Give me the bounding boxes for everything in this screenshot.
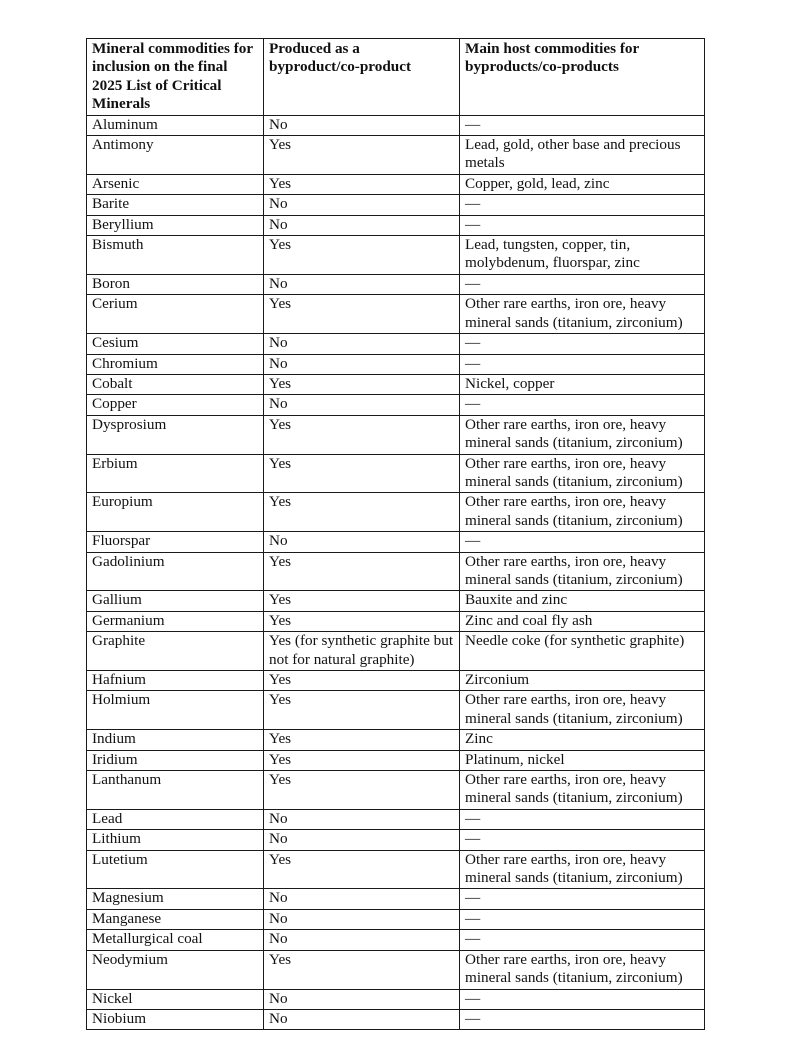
table-row (87, 930, 705, 950)
table-row (87, 909, 705, 929)
host-commodities-cell: Zinc and coal fly ash (460, 611, 705, 631)
mineral-cell: Lithium (87, 830, 264, 850)
table-row (87, 730, 705, 750)
table-row (87, 950, 705, 989)
host-commodities-cell: — (460, 115, 705, 135)
byproduct-cell: Yes (for synthetic graphite but not for natural graphite) (264, 632, 460, 671)
mineral-cell: Antimony (87, 136, 264, 175)
byproduct-cell: No (264, 1009, 460, 1029)
host-commodities-cell: — (460, 1009, 705, 1029)
table-row (87, 415, 705, 454)
host-commodities-cell: Nickel, copper (460, 374, 705, 394)
host-commodities-cell: Platinum, nickel (460, 750, 705, 770)
byproduct-cell: No (264, 809, 460, 829)
byproduct-cell: No (264, 889, 460, 909)
byproduct-cell: No (264, 334, 460, 354)
byproduct-cell: No (264, 195, 460, 215)
host-commodities-cell: — (460, 809, 705, 829)
mineral-cell: Neodymium (87, 950, 264, 989)
host-commodities-cell: — (460, 532, 705, 552)
byproduct-cell: Yes (264, 454, 460, 493)
header-mineral: Mineral commodities for inclusion on the final 2025 List of Critical Minerals (87, 39, 264, 116)
mineral-cell: Niobium (87, 1009, 264, 1029)
table-row (87, 750, 705, 770)
mineral-cell: Gallium (87, 591, 264, 611)
host-commodities-cell: Other rare earths, iron ore, heavy mineral sands (titanium, zirconium) (460, 771, 705, 810)
table-row (87, 374, 705, 394)
mineral-cell: Dysprosium (87, 415, 264, 454)
byproduct-cell: Yes (264, 295, 460, 334)
table-row (87, 671, 705, 691)
table-row (87, 174, 705, 194)
mineral-cell: Indium (87, 730, 264, 750)
byproduct-cell: No (264, 395, 460, 415)
byproduct-cell: Yes (264, 136, 460, 175)
host-commodities-cell: — (460, 889, 705, 909)
host-commodities-cell: — (460, 395, 705, 415)
host-commodities-cell: Other rare earths, iron ore, heavy mineral sands (titanium, zirconium) (460, 493, 705, 532)
mineral-cell: Nickel (87, 989, 264, 1009)
byproduct-cell: Yes (264, 730, 460, 750)
host-commodities-cell: Other rare earths, iron ore, heavy mineral sands (titanium, zirconium) (460, 415, 705, 454)
mineral-cell: Barite (87, 195, 264, 215)
mineral-cell: Holmium (87, 691, 264, 730)
host-commodities-cell: Zinc (460, 730, 705, 750)
table-row (87, 295, 705, 334)
byproduct-cell: No (264, 532, 460, 552)
table-row (87, 493, 705, 532)
mineral-cell: Cobalt (87, 374, 264, 394)
byproduct-cell: Yes (264, 691, 460, 730)
host-commodities-cell: — (460, 830, 705, 850)
header-host-commodities: Main host commodities for byproducts/co-products (460, 39, 705, 116)
table-row (87, 632, 705, 671)
mineral-cell: Bismuth (87, 236, 264, 275)
table-row (87, 274, 705, 294)
byproduct-cell: No (264, 909, 460, 929)
mineral-cell: Beryllium (87, 215, 264, 235)
table-row (87, 195, 705, 215)
table-row (87, 334, 705, 354)
table-row (87, 889, 705, 909)
host-commodities-cell: Other rare earths, iron ore, heavy mineral sands (titanium, zirconium) (460, 850, 705, 889)
mineral-cell: Magnesium (87, 889, 264, 909)
host-commodities-cell: Needle coke (for synthetic graphite) (460, 632, 705, 671)
mineral-cell: Copper (87, 395, 264, 415)
mineral-cell: Europium (87, 493, 264, 532)
table-row (87, 691, 705, 730)
host-commodities-cell: — (460, 215, 705, 235)
host-commodities-cell: — (460, 930, 705, 950)
byproduct-cell: No (264, 830, 460, 850)
host-commodities-cell: Other rare earths, iron ore, heavy mineral sands (titanium, zirconium) (460, 552, 705, 591)
host-commodities-cell: — (460, 274, 705, 294)
byproduct-cell: Yes (264, 493, 460, 532)
document-page (86, 38, 705, 1030)
table-header-row (87, 39, 705, 116)
table-row (87, 215, 705, 235)
mineral-cell: Cerium (87, 295, 264, 334)
mineral-cell: Lanthanum (87, 771, 264, 810)
host-commodities-cell: Other rare earths, iron ore, heavy mineral sands (titanium, zirconium) (460, 295, 705, 334)
host-commodities-cell: Lead, gold, other base and precious metals (460, 136, 705, 175)
byproduct-cell: Yes (264, 236, 460, 275)
table-row (87, 136, 705, 175)
mineral-cell: Germanium (87, 611, 264, 631)
critical-minerals-table (86, 38, 705, 1030)
table-row (87, 611, 705, 631)
host-commodities-cell: Other rare earths, iron ore, heavy mineral sands (titanium, zirconium) (460, 691, 705, 730)
mineral-cell: Metallurgical coal (87, 930, 264, 950)
host-commodities-cell: Other rare earths, iron ore, heavy mineral sands (titanium, zirconium) (460, 950, 705, 989)
byproduct-cell: No (264, 930, 460, 950)
host-commodities-cell: Lead, tungsten, copper, tin, molybdenum, fluorspar, zinc (460, 236, 705, 275)
table-row (87, 115, 705, 135)
table-row (87, 395, 705, 415)
table-body (87, 115, 705, 1030)
byproduct-cell: Yes (264, 771, 460, 810)
host-commodities-cell: Copper, gold, lead, zinc (460, 174, 705, 194)
byproduct-cell: No (264, 115, 460, 135)
mineral-cell: Boron (87, 274, 264, 294)
table-row (87, 830, 705, 850)
mineral-cell: Cesium (87, 334, 264, 354)
mineral-cell: Erbium (87, 454, 264, 493)
host-commodities-cell: — (460, 909, 705, 929)
mineral-cell: Chromium (87, 354, 264, 374)
mineral-cell: Hafnium (87, 671, 264, 691)
byproduct-cell: Yes (264, 671, 460, 691)
table-row (87, 454, 705, 493)
host-commodities-cell: — (460, 354, 705, 374)
mineral-cell: Fluorspar (87, 532, 264, 552)
byproduct-cell: No (264, 274, 460, 294)
mineral-cell: Lead (87, 809, 264, 829)
byproduct-cell: Yes (264, 950, 460, 989)
byproduct-cell: No (264, 989, 460, 1009)
mineral-cell: Gadolinium (87, 552, 264, 591)
byproduct-cell: Yes (264, 174, 460, 194)
mineral-cell: Lutetium (87, 850, 264, 889)
header-byproduct: Produced as a byproduct/co-product (264, 39, 460, 116)
byproduct-cell: Yes (264, 591, 460, 611)
byproduct-cell: Yes (264, 611, 460, 631)
mineral-cell: Arsenic (87, 174, 264, 194)
mineral-cell: Graphite (87, 632, 264, 671)
table-row (87, 771, 705, 810)
host-commodities-cell: — (460, 195, 705, 215)
table-row (87, 809, 705, 829)
host-commodities-cell: Zirconium (460, 671, 705, 691)
byproduct-cell: Yes (264, 415, 460, 454)
host-commodities-cell: — (460, 334, 705, 354)
table-row (87, 989, 705, 1009)
byproduct-cell: Yes (264, 750, 460, 770)
mineral-cell: Iridium (87, 750, 264, 770)
byproduct-cell: Yes (264, 552, 460, 591)
table-row (87, 552, 705, 591)
table-row (87, 1009, 705, 1029)
table-row (87, 236, 705, 275)
mineral-cell: Manganese (87, 909, 264, 929)
byproduct-cell: No (264, 215, 460, 235)
host-commodities-cell: Bauxite and zinc (460, 591, 705, 611)
byproduct-cell: No (264, 354, 460, 374)
host-commodities-cell: Other rare earths, iron ore, heavy mineral sands (titanium, zirconium) (460, 454, 705, 493)
byproduct-cell: Yes (264, 850, 460, 889)
table-row (87, 532, 705, 552)
host-commodities-cell: — (460, 989, 705, 1009)
mineral-cell: Aluminum (87, 115, 264, 135)
table-row (87, 354, 705, 374)
table-row (87, 850, 705, 889)
table-row (87, 591, 705, 611)
byproduct-cell: Yes (264, 374, 460, 394)
